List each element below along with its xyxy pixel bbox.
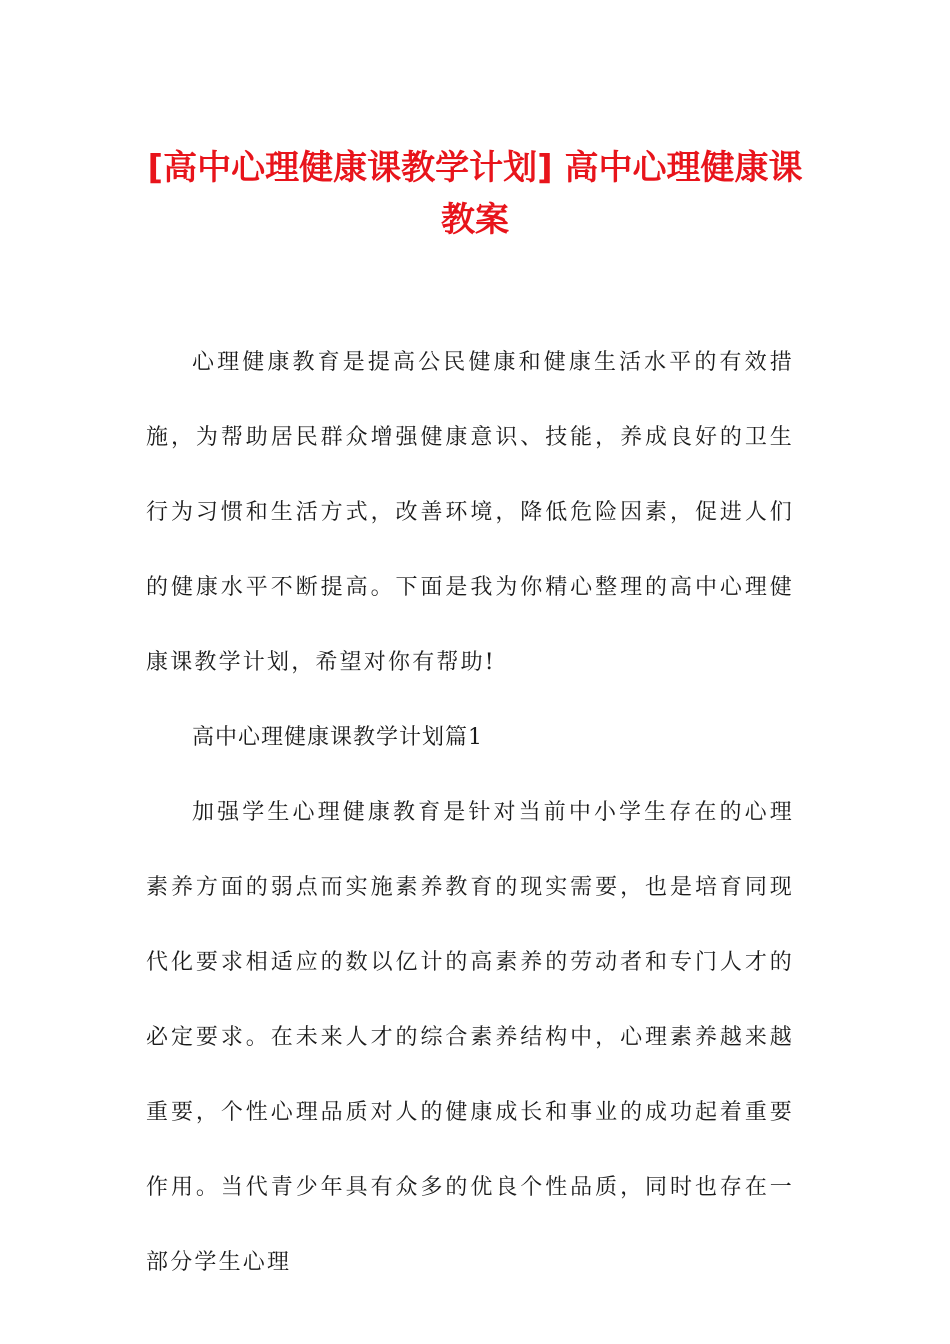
section-paragraph: 加强学生心理健康教育是针对当前中小学生存在的心理素养方面的弱点而实施素养教育的现实需要，也是培育同现代化要求相适应的数以亿计的高素养的劳动者和专门人才的必定要求。在未来人才的综合素养结构中，心理素养越来越重要，个性心理品质对人的健康成长和事业的成功起着重要作用。当代青少年具有众多的优良个性品质，同时也存在一部分学生心理 (146, 800, 794, 1275)
section-heading: 高中心理健康课教学计划篇1 (192, 725, 483, 750)
document-title (120, 142, 830, 246)
document-body (146, 325, 794, 1300)
title-line-1: [高中心理健康课教学计划] 高中心理健康课 (147, 148, 803, 188)
intro-paragraph: 心理健康教育是提高公民健康和健康生活水平的有效措施，为帮助居民群众增强健康意识、技能，养成良好的卫生行为习惯和生活方式，改善环境，降低危险因素，促进人们的健康水平不断提高。下面是我为你精心整理的高中心理健康课教学计划，希望对你有帮助! (146, 350, 794, 675)
title-line-2: 教案 (441, 200, 509, 240)
